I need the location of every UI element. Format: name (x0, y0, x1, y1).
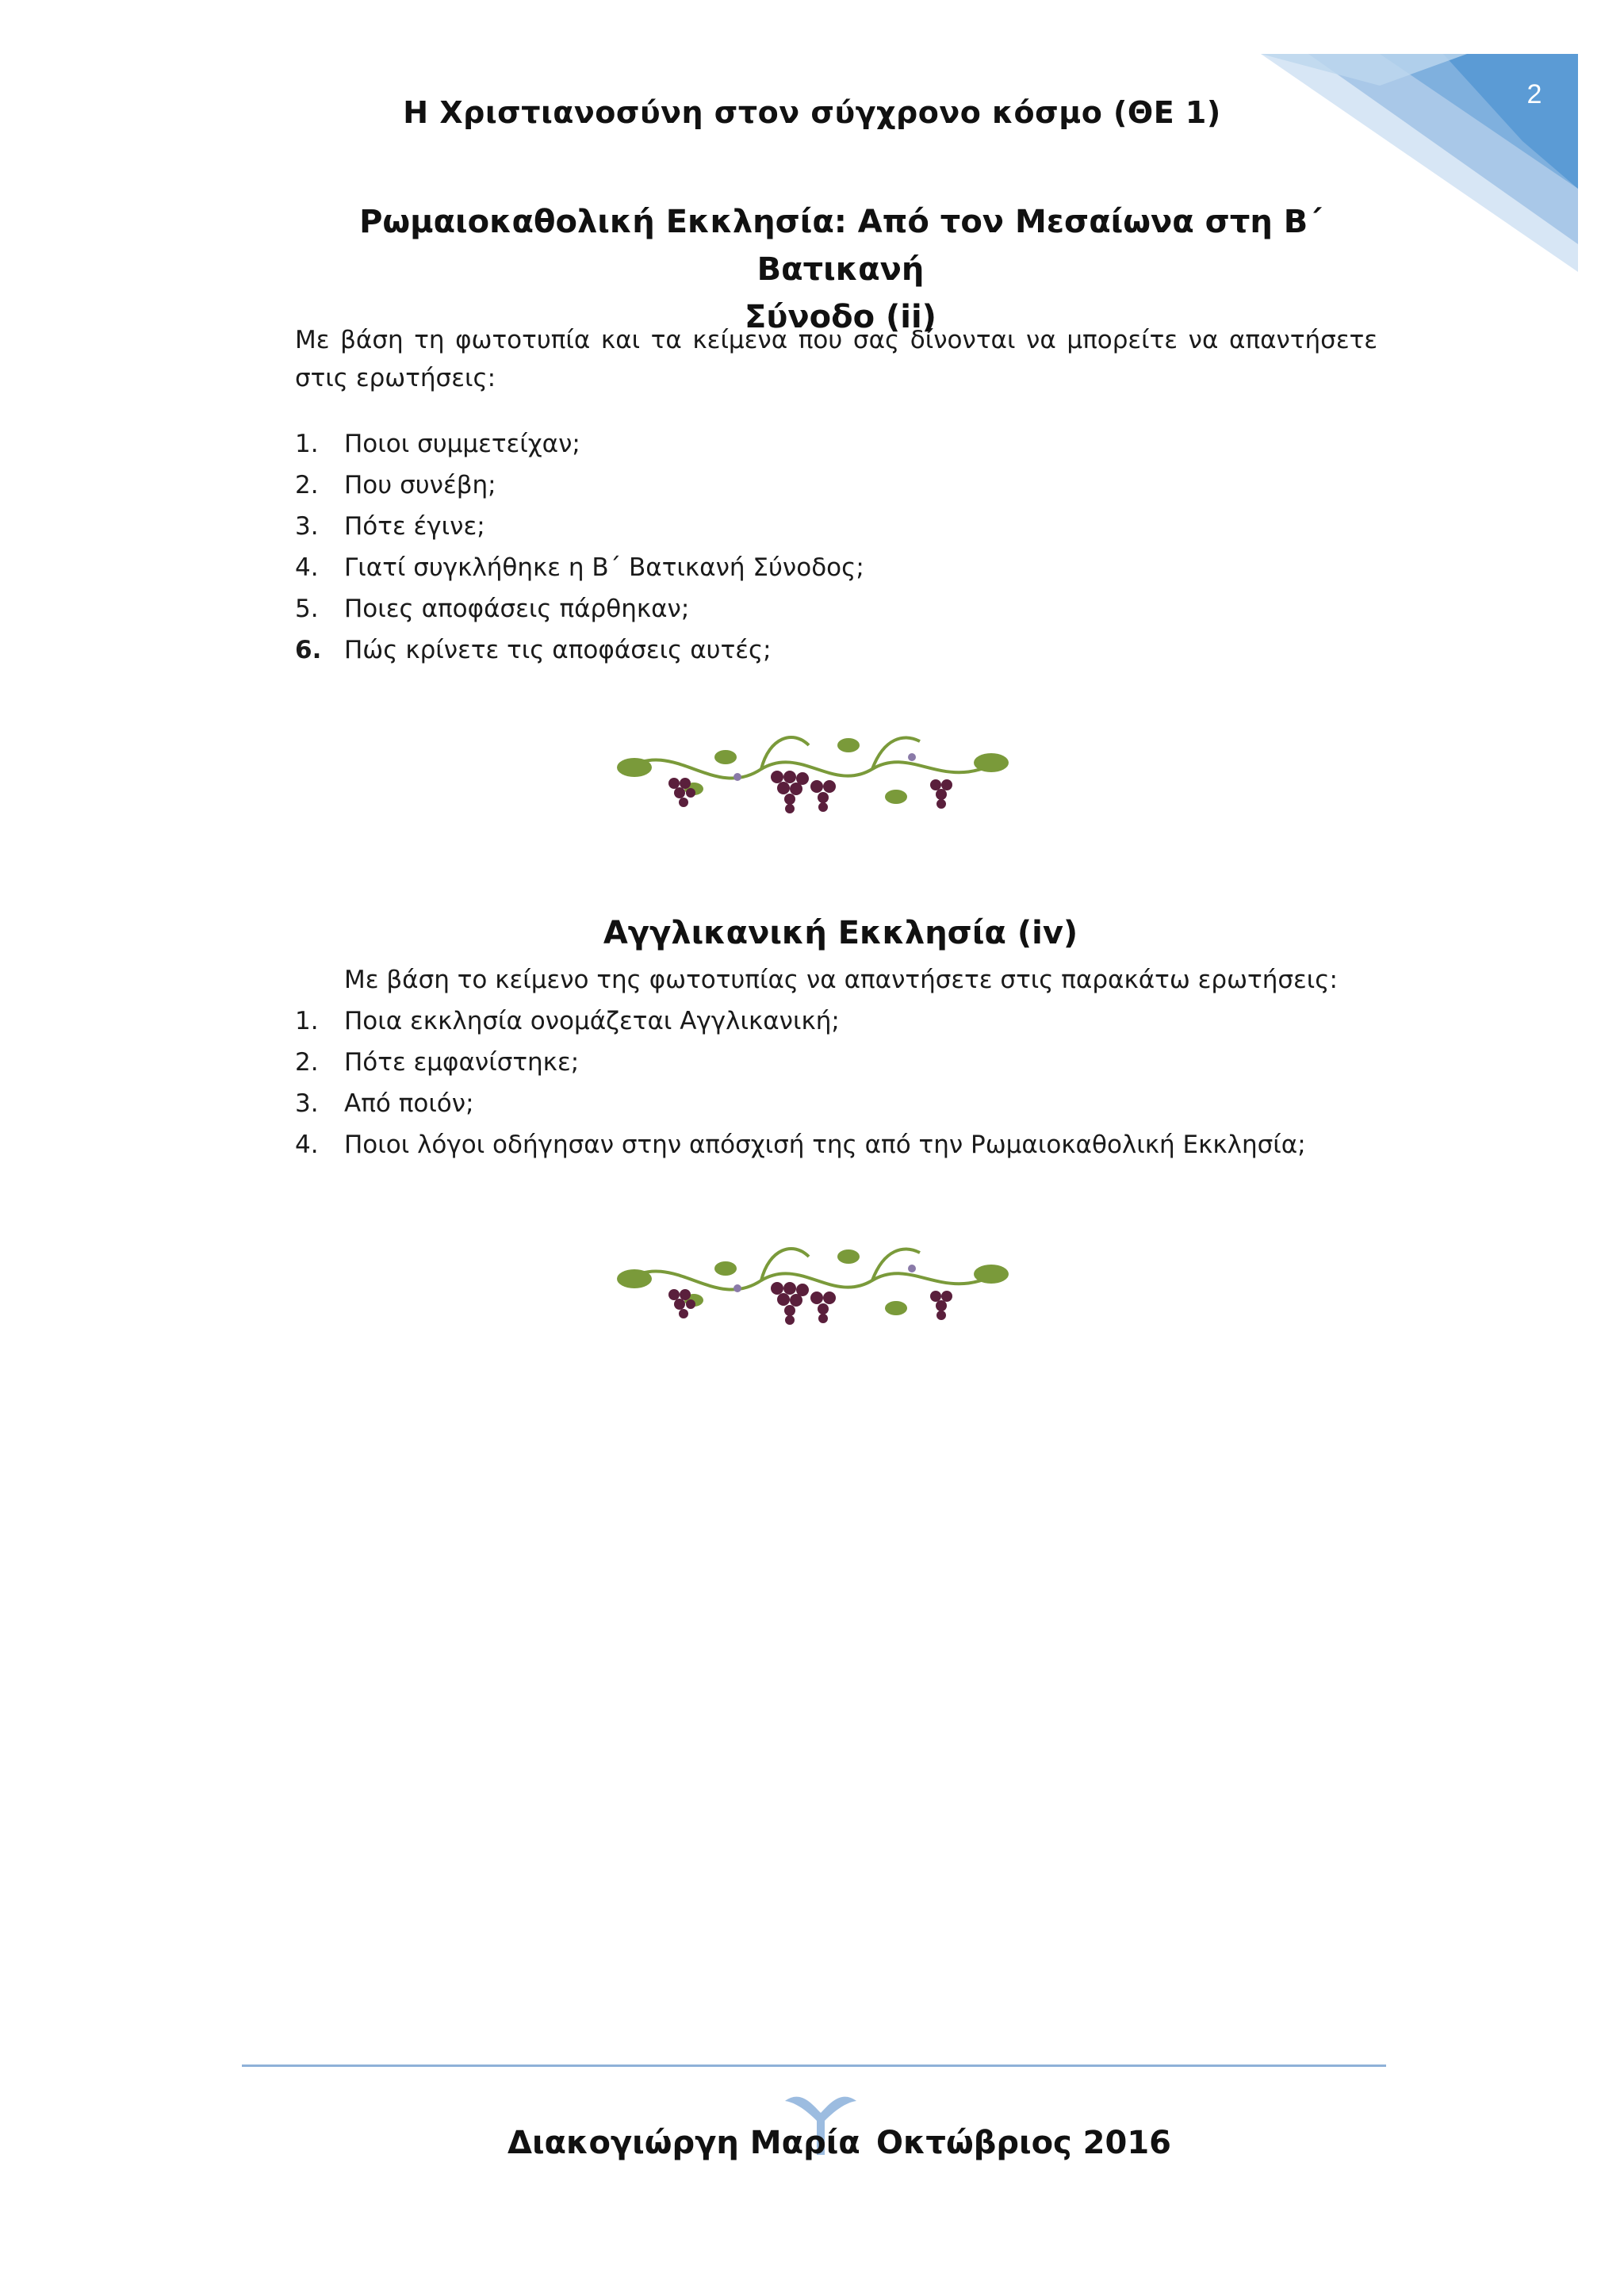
question-list-roman-catholic (295, 423, 864, 671)
grapevine-divider (611, 714, 1015, 840)
item-text: Ποιοι λόγοι οδήγησαν στην απόσχισή της από την Ρωμαιοκαθολική Εκκλησία; (344, 1131, 1306, 1159)
list-item (295, 465, 864, 506)
item-number: 5. (295, 595, 319, 623)
item-number: 6. (295, 636, 322, 664)
section-title-line-1: Ρωμαιοκαθολική Εκκλησία: Από τον Μεσαίωνα στη Β΄ Βατικανή (359, 204, 1322, 288)
section-intro: Με βάση τη φωτοτυπία και τα κείμενα που σας δίνονται να μπορείτε να απαντήσετε στις ερωτήσεις: (295, 326, 1377, 392)
footer-date: Οκτώβριος 2016 (876, 2125, 1172, 2161)
header-title: Η Χριστιανοσύνη στον σύγχρονο κόσμο (ΘΕ 1) (403, 95, 1221, 130)
item-number: 2. (295, 471, 319, 499)
list-item (295, 423, 864, 465)
list-item (295, 1083, 1306, 1124)
item-text: Από ποιόν; (344, 1089, 474, 1118)
section-title-roman-catholic (301, 198, 1380, 341)
item-number: 1. (295, 1007, 319, 1035)
list-item (295, 629, 864, 671)
item-number: 2. (295, 1048, 319, 1077)
list-item (295, 588, 864, 629)
item-number: 1. (295, 430, 319, 458)
list-item (295, 1124, 1306, 1165)
page-number: 2 (1526, 79, 1542, 109)
item-text: Ποιοι συμμετείχαν; (344, 430, 580, 458)
item-number: 3. (295, 512, 319, 541)
item-number: 3. (295, 1089, 319, 1118)
section-title-line-2: Σύνοδο (ii) (745, 299, 936, 335)
list-item (295, 1042, 1306, 1083)
item-text: Πώς κρίνετε τις αποφάσεις αυτές; (344, 636, 772, 664)
item-text: Ποια εκκλησία ονομάζεται Αγγλικανική; (344, 1007, 840, 1035)
item-text: Πότε εμφανίστηκε; (344, 1048, 580, 1077)
footer-author: Διακογιώργη Μαρία (508, 2125, 860, 2161)
item-number: 4. (295, 1131, 319, 1159)
item-text: Που συνέβη; (344, 471, 496, 499)
list-item (295, 547, 864, 588)
footer-rule (242, 2064, 1386, 2067)
section-title-anglican: Αγγλικανική Εκκλησία (iv) (603, 915, 1078, 951)
list-item (295, 506, 864, 547)
question-list-anglican (295, 1001, 1306, 1165)
item-text: Ποιες αποφάσεις πάρθηκαν; (344, 595, 690, 623)
item-number: 4. (295, 553, 319, 582)
grapevine-divider (611, 1225, 1015, 1352)
item-text: Γιατί συγκλήθηκε η Β΄ Βατικανή Σύνοδος; (344, 553, 864, 582)
list-item (295, 1001, 1306, 1042)
item-text: Πότε έγινε; (344, 512, 485, 541)
section-intro: Με βάση το κείμενο της φωτοτυπίας να απαντήσετε στις παρακάτω ερωτήσεις: (344, 966, 1338, 994)
